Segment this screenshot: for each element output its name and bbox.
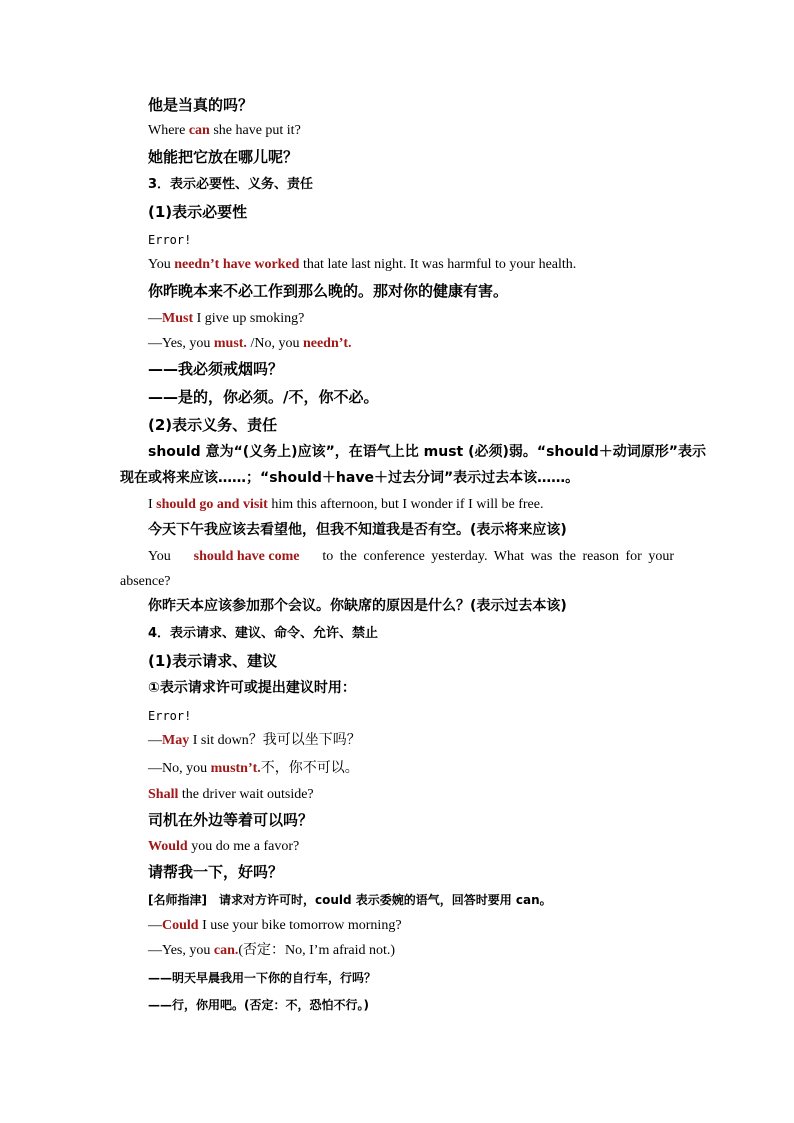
highlight-term: should have come <box>193 549 300 564</box>
highlight-term: needn’t have worked <box>174 257 300 272</box>
example-sentence <box>148 122 301 140</box>
text-line: ——我必须戒烟吗？ <box>148 360 284 378</box>
text-span: —Yes, you <box>148 943 214 958</box>
text-span: you do me a favor? <box>187 839 300 854</box>
highlight-term: can <box>188 123 210 138</box>
error-placeholder: Error! <box>148 233 192 247</box>
text-span: him this afternoon, but I wonder if I will be free. <box>267 497 544 512</box>
text-span: — <box>148 311 162 326</box>
text-span: 不，你不可以。 <box>260 761 359 776</box>
text-line: 他是当真的吗？ <box>148 96 254 114</box>
text-span: I <box>148 497 157 512</box>
section-heading: 4．表示请求、建议、命令、允许、禁止 <box>148 626 379 641</box>
text-span: to the conference yesterday. What was the reason for your <box>322 549 674 564</box>
text-line: 司机在外边等着可以吗？ <box>148 811 314 829</box>
text-span: — <box>148 733 162 748</box>
example-sentence <box>148 942 395 960</box>
subsection-heading: (1)表示请求、建议 <box>148 652 278 670</box>
example-sentence <box>148 760 359 778</box>
example-sentence <box>148 786 314 804</box>
highlight-term: needn’t. <box>302 336 352 351</box>
highlight-term: can. <box>213 943 239 958</box>
example-sentence <box>148 548 674 566</box>
text-span: I sit down？我可以坐下吗？ <box>189 733 361 748</box>
text-line: 今天下午我应该去看望他，但我不知道我是否有空。(表示将来应该) <box>148 522 567 538</box>
text-line: 你昨晚本来不必工作到那么晚的。那对你的健康有害。 <box>148 282 509 300</box>
example-sentence <box>148 917 402 935</box>
teacher-tip: [名师指津] 请求对方许可时，could 表示委婉的语气，回答时要用 can。 <box>148 893 552 907</box>
highlight-term: Shall <box>148 787 179 802</box>
subsection-heading: (2)表示义务、责任 <box>148 416 278 434</box>
highlight-term: Would <box>148 839 188 854</box>
text-line: ——明天早晨我用一下你的自行车，行吗？ <box>148 971 377 985</box>
text-line: 她能把它放在哪儿呢？ <box>148 148 299 166</box>
text-span: You <box>148 257 175 272</box>
text-span: that late last night. It was harmful to your health. <box>299 257 577 272</box>
subsection-heading: (1)表示必要性 <box>148 203 248 221</box>
text-span: /No, you <box>246 336 303 351</box>
example-sentence <box>148 310 304 328</box>
example-sentence <box>148 256 576 274</box>
text-line: 现在或将来应该……；“should＋have＋过去分词”表示过去本该……。 <box>120 470 580 486</box>
text-span: — <box>148 918 162 933</box>
example-sentence <box>148 496 544 514</box>
highlight-term: Could <box>162 918 199 933</box>
text-line: should 意为“(义务上)应该”，在语气上比 must (必须)弱。“should＋动词原形”表示 <box>148 444 707 460</box>
text-span: —Yes, you <box>148 336 214 351</box>
error-placeholder: Error! <box>148 709 192 723</box>
highlight-term: must. <box>213 336 247 351</box>
text-line: ①表示请求许可或提出建议时用： <box>148 680 356 696</box>
text-line: 你昨天本应该参加那个会议。你缺席的原因是什么？(表示过去本该) <box>148 598 567 614</box>
highlight-term: mustn’t. <box>210 761 261 776</box>
text-span: Where <box>148 123 189 138</box>
text-line: ——是的，你必须。/不，你不必。 <box>148 388 379 406</box>
highlight-term: Must <box>162 311 194 326</box>
section-heading: 3．表示必要性、义务、责任 <box>148 177 314 192</box>
text-span: You <box>148 549 171 564</box>
text-span: the driver wait outside? <box>178 787 314 802</box>
example-sentence <box>148 838 299 856</box>
highlight-term: May <box>162 733 190 748</box>
text-span: I use your bike tomorrow morning? <box>198 918 402 933</box>
example-sentence <box>148 732 361 750</box>
text-span: she have put it? <box>209 123 301 138</box>
text-span: (否定：No, I’m afraid not.) <box>238 943 396 958</box>
text-line: absence? <box>120 574 171 589</box>
example-sentence <box>148 335 352 353</box>
highlight-term: should go and visit <box>156 497 268 512</box>
text-span: I give up smoking? <box>193 311 305 326</box>
text-span: —No, you <box>148 761 211 776</box>
text-line: 请帮我一下，好吗？ <box>148 863 284 881</box>
text-line: ——行，你用吧。(否定：不，恐怕不行。) <box>148 998 369 1012</box>
